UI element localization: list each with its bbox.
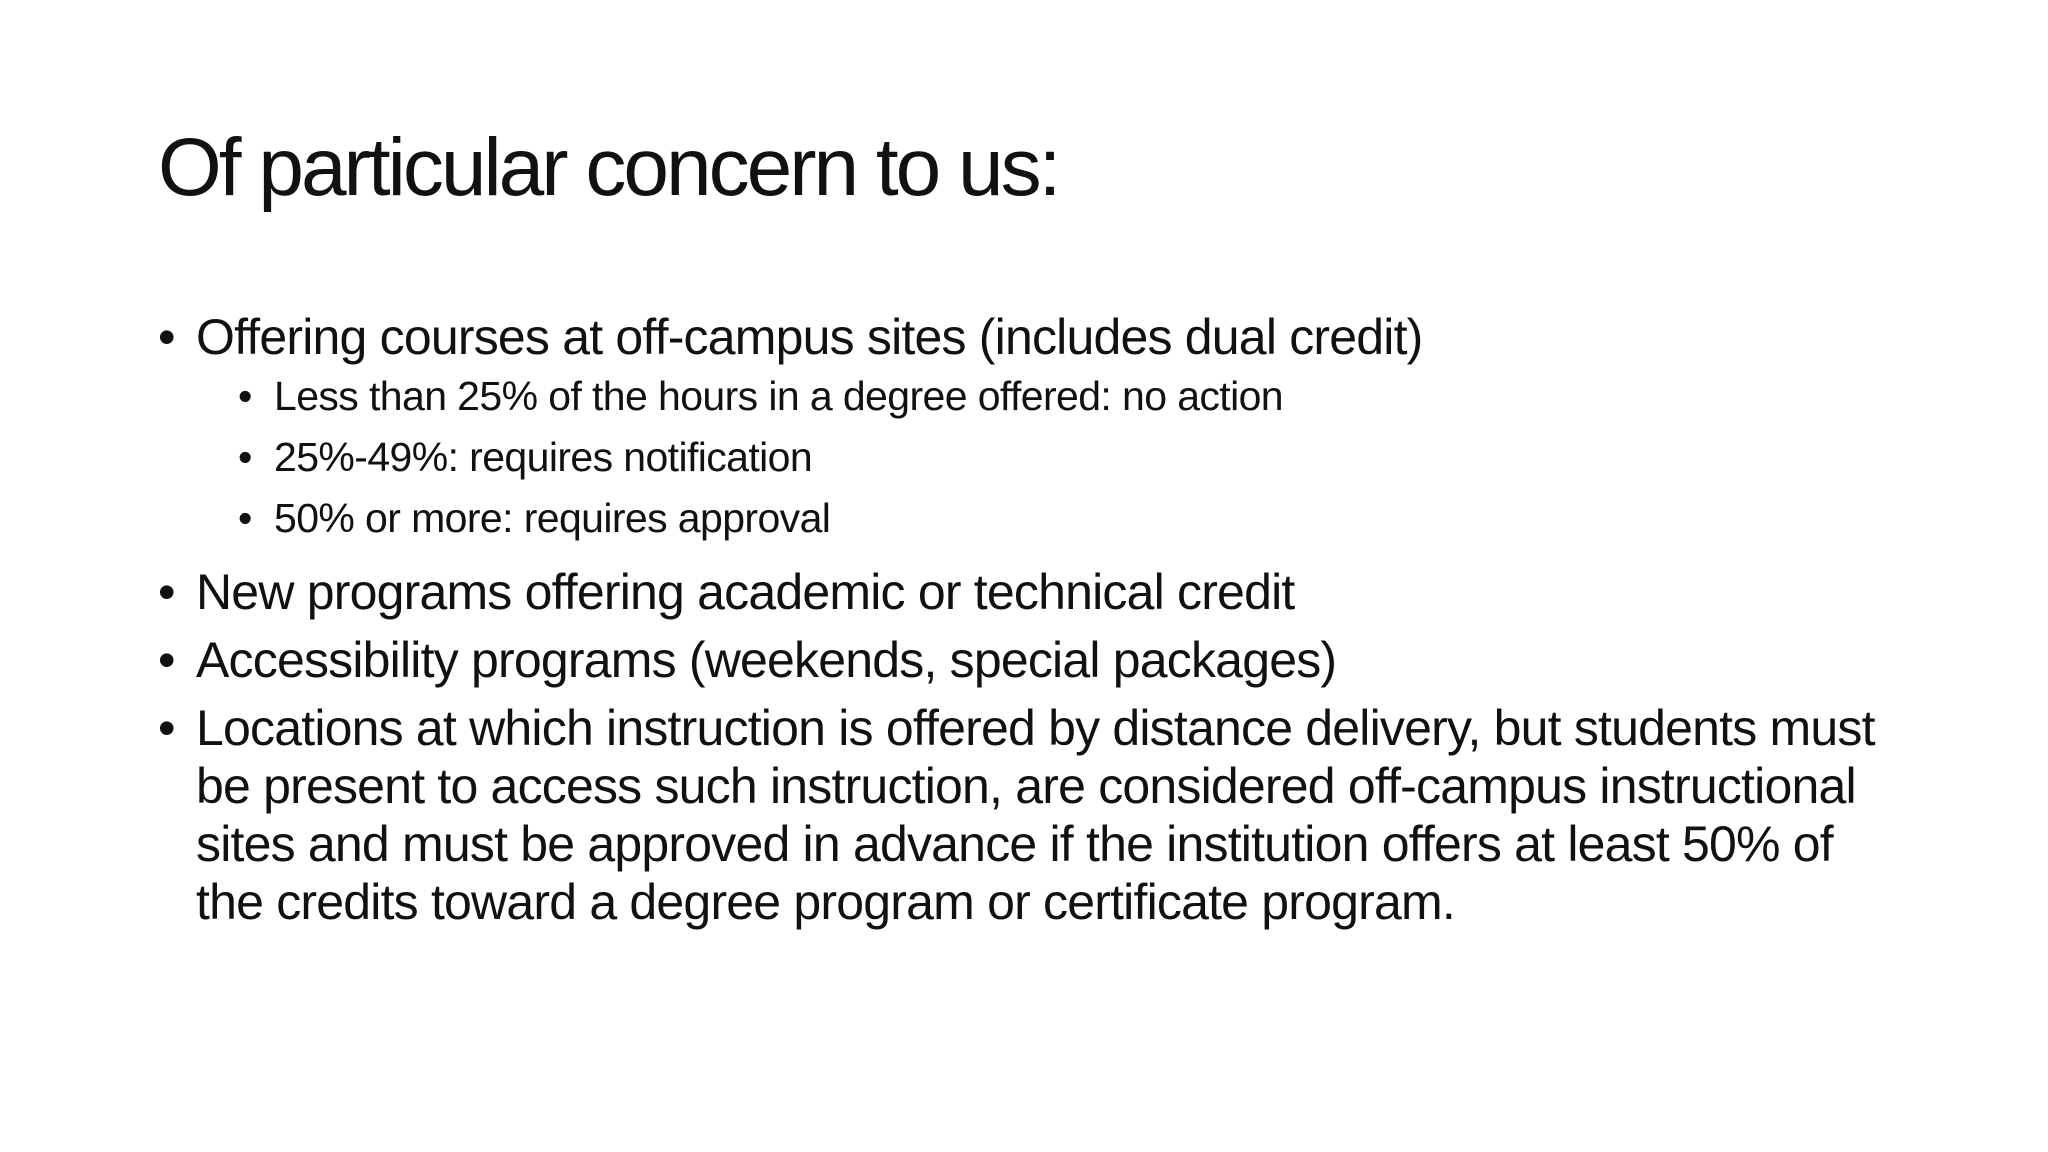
slide-title: Of particular concern to us: — [158, 122, 1059, 213]
bullet-icon: • — [238, 495, 252, 541]
bullet-text: New programs offering academic or technical credit — [196, 564, 1295, 620]
bullet-text: Locations at which instruction is offered by distance delivery, but students must be present to access such instruction, are considered off-campus instructional sites and must be approved in advance if the institution offers at least 50% of the credits toward a degree program or certificate program. — [196, 700, 1875, 930]
bullet-icon: • — [238, 434, 252, 480]
bullet-icon: • — [238, 373, 252, 419]
sub-bullet-item — [158, 366, 1898, 427]
sub-bullet-text: 25%-49%: requires notification — [274, 434, 813, 480]
sub-bullet-text: Less than 25% of the hours in a degree offered: no action — [274, 373, 1283, 419]
bullet-icon: • — [158, 564, 175, 620]
sub-bullet-item — [158, 427, 1898, 488]
bullet-icon: • — [158, 632, 175, 688]
bullet-item — [158, 563, 1898, 621]
bullet-text: Offering courses at off-campus sites (includes dual credit) — [196, 309, 1423, 365]
bullet-item — [158, 699, 1898, 931]
sub-bullet-item — [158, 488, 1898, 549]
bullet-text: Accessibility programs (weekends, special packages) — [196, 632, 1337, 688]
bullet-icon: • — [158, 309, 175, 365]
bullet-item — [158, 308, 1898, 366]
bullet-item — [158, 631, 1898, 689]
bullet-list — [158, 308, 1898, 931]
sub-bullet-text: 50% or more: requires approval — [274, 495, 831, 541]
sub-bullet-list — [158, 366, 1898, 549]
bullet-icon: • — [158, 700, 175, 756]
